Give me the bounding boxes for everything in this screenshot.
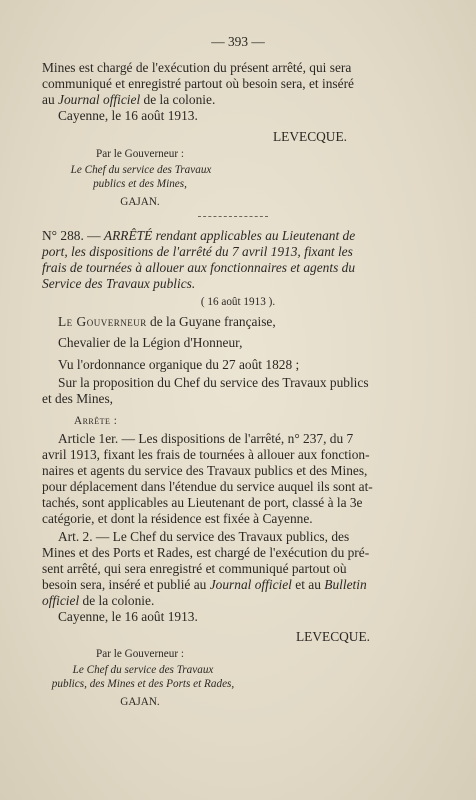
top-line-2: communiqué et enregistré partout où besoin sera, et inséré xyxy=(42,76,354,91)
sur-line-2: et des Mines, xyxy=(42,391,114,406)
arrete-chief-line-2: publics, des Mines et des Ports et Rades, xyxy=(51,678,235,690)
vu-line: Vu l'ordonnance organique du 27 août 1828 ; xyxy=(58,357,300,372)
arrete-title-line-2: port, les dispositions de l'arrêté du 7 avril 1913, fixant les xyxy=(42,244,353,259)
top-date: Cayenne, le 16 août 1913. xyxy=(58,108,198,123)
arrete-title-line-1: N° 288. — ARRÊTÉ rendant applicables au Lieutenant de xyxy=(42,228,356,243)
article-2-line-5: officiel de la colonie. xyxy=(42,593,155,608)
arrete-title-line-3: frais de tournées à allouer aux fonctionnaires et agents du xyxy=(42,260,356,275)
governor-line: Le Gouverneur de la Guyane française, xyxy=(58,314,276,329)
arrete-label: Arrête : xyxy=(74,415,118,427)
article-1-line-3: naires et agents du service des Travaux publics et des Mines, xyxy=(42,463,368,478)
chevalier-line: Chevalier de la Légion d'Honneur, xyxy=(58,335,243,350)
article-2-line-3: sent arrêté, qui sera enregistré et communiqué partout où xyxy=(42,561,347,576)
sur-line-1: Sur la proposition du Chef du service des Travaux publics xyxy=(58,375,369,390)
page-number: — 393 — xyxy=(211,34,265,49)
top-for-governor: Par le Gouverneur : xyxy=(96,148,184,160)
top-chief-line-2: publics et des Mines, xyxy=(93,178,187,190)
arrete-signature: LEVECQUE. xyxy=(296,629,371,644)
arrete-signing-date: Cayenne, le 16 août 1913. xyxy=(58,609,198,624)
top-chief-line-1: Le Chef du service des Travaux xyxy=(70,164,212,176)
arrete-date: ( 16 août 1913 ). xyxy=(200,296,276,308)
top-signature: LEVECQUE. xyxy=(273,129,348,144)
article-1-line-1: Article 1er. — Les dispositions de l'arrêté, n° 237, du 7 xyxy=(58,431,354,446)
arrete-title-line-4: Service des Travaux publics. xyxy=(42,276,196,291)
section-divider xyxy=(198,216,268,217)
article-2-line-1: Art. 2. — Le Chef du service des Travaux publics, des xyxy=(58,529,350,544)
article-2-line-4: besoin sera, inséré et publié au Journal officiel et au Bulletin xyxy=(42,577,367,592)
top-line-3: au Journal officiel de la colonie. xyxy=(42,92,216,107)
arrete-chief-line-1: Le Chef du service des Travaux xyxy=(72,664,214,676)
arrete-for-governor: Par le Gouverneur : xyxy=(96,648,184,660)
top-line-1: Mines est chargé de l'exécution du présent arrêté, qui sera xyxy=(42,60,352,75)
top-chief-name: GAJAN. xyxy=(120,196,160,208)
article-1-line-5: tachés, sont applicables au Lieutenant de port, classé à la 3e xyxy=(42,495,363,510)
arrete-chief-name: GAJAN. xyxy=(120,696,160,708)
article-1-line-2: avril 1913, fixant les frais de tournées à allouer aux fonction- xyxy=(42,447,370,462)
article-1-line-4: pour déplacement dans l'étendue du service auquel ils sont at- xyxy=(42,479,373,494)
article-2-line-2: Mines et des Ports et Rades, est chargé de l'exécution du pré- xyxy=(42,545,370,560)
article-1-line-6: catégorie, et dont la résidence est fixée à Cayenne. xyxy=(42,511,313,526)
